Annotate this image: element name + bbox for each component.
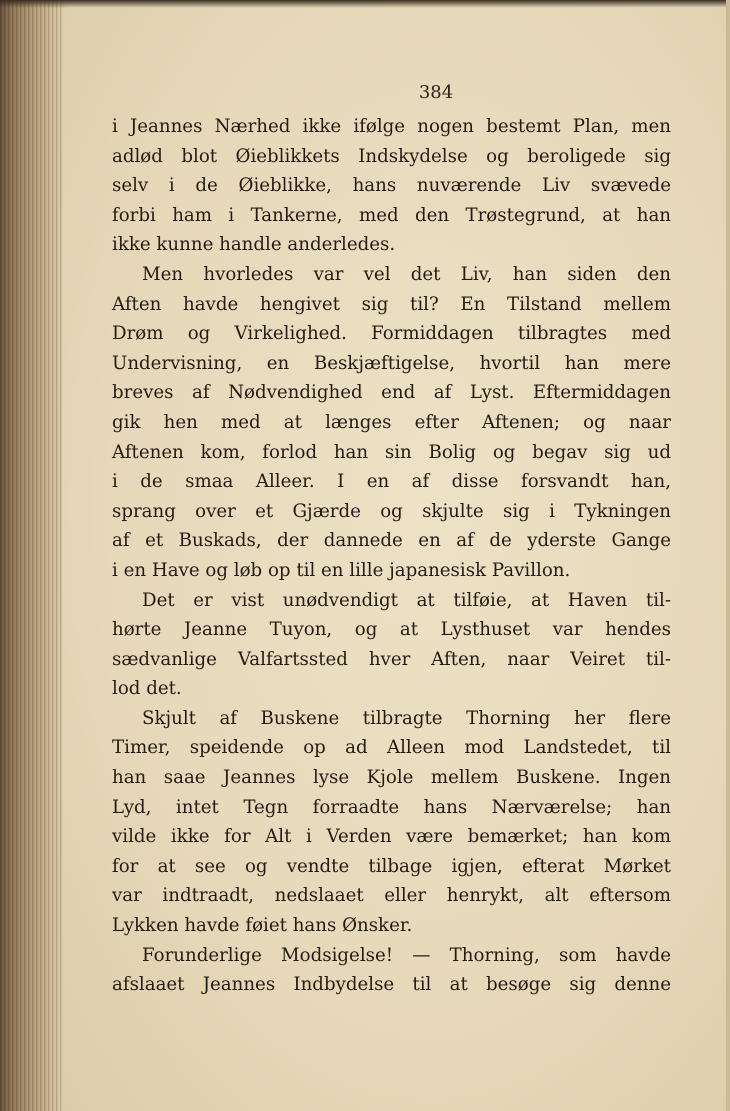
page-stack-edge [0, 0, 62, 1111]
text-line: vilde ikke for Alt i Verden være bemærket; han kom [112, 826, 671, 848]
top-shadow [0, 0, 730, 8]
text-line: Skjult af Buskene tilbragte Thorning her flere [142, 707, 671, 729]
text-line: Lyd, intet Tegn forraadte hans Nærværelse; han [112, 796, 671, 818]
text-line: Aften havde hengivet sig til? En Tilstand mellem [112, 293, 671, 315]
text-line: afslaaet Jeannes Indbydelse til at besøge sig denne [112, 974, 671, 996]
text-line: Drøm og Virkelighed. Formiddagen tilbragtes med [112, 323, 671, 345]
text-line: for at see og vendte tilbage igjen, efterat Mørket [112, 855, 671, 877]
text-line: han saae Jeannes lyse Kjole mellem Buskene. Ingen [112, 767, 671, 789]
text-line: sædvanlige Valfartssted hver Aften, naar Veiret til- [112, 648, 671, 670]
text-line: lod det. [112, 678, 182, 700]
text-line: adlød blot Øieblikkets Indskydelse og beroligede sig [112, 145, 671, 167]
text-line: Aftenen kom, forlod han sin Bolig og begav sig ud [112, 441, 671, 463]
body-text [112, 112, 671, 1000]
text-line: Forunderlige Modsigelse! — Thorning, som havde [142, 944, 671, 966]
text-line: i Jeannes Nærhed ikke ifølge nogen bestemt Plan, men [112, 116, 671, 137]
page-right-edge [726, 0, 730, 1111]
text-line: selv i de Øieblikke, hans nuværende Liv svævede [112, 175, 671, 197]
text-line: Lykken havde føiet hans Ønsker. [112, 915, 413, 937]
text-line: Timer, speidende op ad Alleen mod Landstedet, til [112, 737, 671, 759]
text-line: af et Buskads, der dannede en af de yderste Gange [112, 530, 671, 552]
text-line: sprang over et Gjærde og skjulte sig i Tykningen [112, 500, 671, 522]
text-line: i de smaa Alleer. I en af disse forsvandt han, [112, 471, 671, 493]
page-number: 384 [418, 82, 454, 103]
text-line: Undervisning, en Beskjæftigelse, hvortil han mere [112, 352, 671, 374]
text-line: hørte Jeanne Tuyon, og at Lysthuset var hendes [112, 619, 671, 641]
text-line: breves af Nødvendighed end af Lyst. Eftermiddagen [112, 382, 671, 404]
text-line: Men hvorledes var vel det Liv, han siden den [142, 263, 671, 285]
text-line: i en Have og løb op til en lille japanesisk Pavillon. [112, 559, 571, 581]
text-line: gik hen med at længes efter Aftenen; og naar [112, 411, 671, 433]
text-line: Det er vist unødvendigt at tilføie, at Haven til- [142, 589, 671, 611]
text-line: forbi ham i Tankerne, med den Trøstegrund, at han [112, 204, 671, 226]
text-line: ikke kunne handle anderledes. [112, 234, 396, 256]
text-line: var indtraadt, nedslaaet eller henrykt, alt eftersom [112, 885, 671, 907]
